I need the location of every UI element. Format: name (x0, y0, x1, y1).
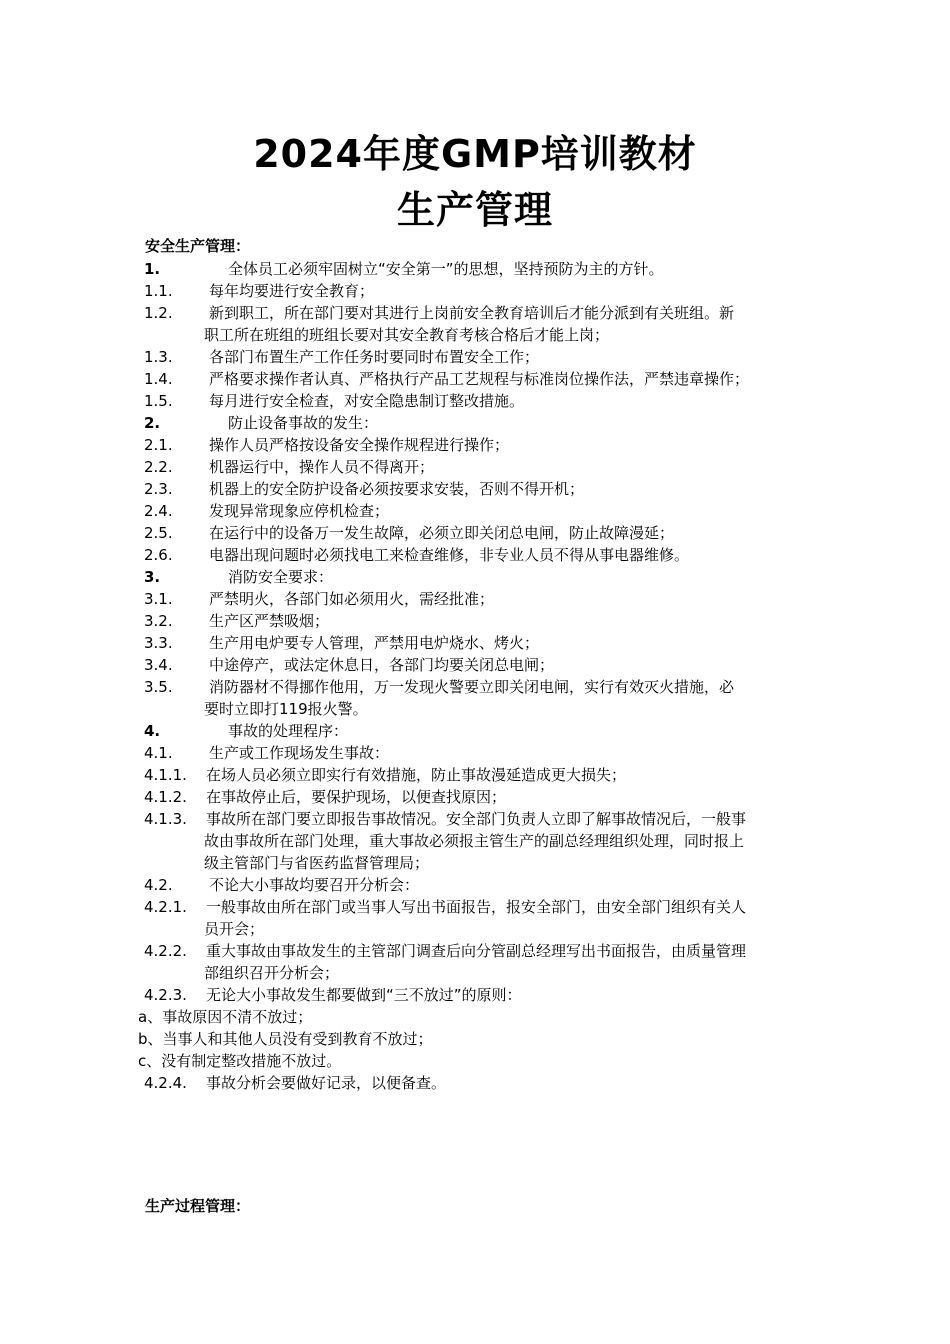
list-item (138, 346, 810, 368)
list-item-text: 各部门布置生产工作任务时要同时布置安全工作； (209, 348, 540, 366)
list-item (138, 896, 810, 918)
list-item-number: 4.1.3. (144, 810, 187, 828)
list-item (138, 456, 810, 478)
list-item (138, 478, 810, 500)
list-item-text: 生产用电炉要专人管理，严禁用电炉烧水、烤火； (209, 634, 540, 652)
list-item (138, 500, 810, 522)
list-item-text: 一般事故由所在部门或当事人写出书面报告，报安全部门，由安全部门组织有关人 (206, 898, 747, 916)
list-item-number: 4.1.1. (144, 766, 187, 784)
list-item-number: 4.1.2. (144, 788, 187, 806)
list-item-continuation: 故由事故所在部门处理，重大事故必须报主管生产的副总经理组织处理，同时报上 (204, 832, 745, 850)
list-item (138, 676, 810, 698)
list-item-number: 1.1. (144, 282, 173, 300)
list-item-text: a、事故原因不清不放过； (138, 1008, 313, 1026)
list-item-continuation: 职工所在班组的班组长要对其安全教育考核合格后才能上岗； (204, 326, 610, 344)
list-item-text: 严禁明火，各部门如必须用火，需经批准； (209, 590, 495, 608)
list-item (138, 434, 810, 456)
list-item-continuation: 要时立即打119报火警。 (204, 700, 368, 718)
list-item (138, 1050, 810, 1072)
list-item-text: 全体员工必须牢固树立“安全第一”的思想，坚持预防为主的方针。 (228, 260, 664, 278)
list-item-number: 1. (144, 260, 161, 278)
list-item (138, 874, 810, 896)
list-item-text: 机器上的安全防护设备必须按要求安装，否则不得开机； (209, 480, 585, 498)
section-heading-safety: 安全生产管理： (145, 237, 251, 255)
list-item (138, 632, 810, 654)
list-item (138, 258, 810, 280)
list-item-text: 在事故停止后，要保护现场，以便查找原因； (206, 788, 507, 806)
list-item-text: 消防安全要求： (228, 568, 334, 586)
list-item-number: 3.1. (144, 590, 173, 608)
list-item-number: 4.2.3. (144, 986, 187, 1004)
list-item-text: 事故所在部门要立即报告事故情况。安全部门负责人立即了解事故情况后，一般事 (206, 810, 747, 828)
list-item-number: 4. (144, 722, 161, 740)
list-item-number: 4.2.1. (144, 898, 187, 916)
list-item-number: 1.2. (144, 304, 173, 322)
list-item-number: 3. (144, 568, 161, 586)
list-item (138, 1028, 810, 1050)
list-item-number: 2.6. (144, 546, 173, 564)
list-item (138, 412, 810, 434)
list-item-text: 重大事故由事故发生的主管部门调查后向分管副总经理写出书面报告，由质量管理 (206, 942, 747, 960)
list-item-text: 事故的处理程序： (228, 722, 349, 740)
list-item-text: 新到职工，所在部门要对其进行上岗前安全教育培训后才能分派到有关班组。新 (209, 304, 735, 322)
list-item-text: 中途停产，或法定休息日，各部门均要关闭总电闸； (209, 656, 555, 674)
list-item-text: 在运行中的设备万一发生故障，必须立即关闭总电闸，防止故障漫延； (209, 524, 675, 542)
document-subtitle: 生产管理 (396, 188, 553, 232)
list-item-text: 防止设备事故的发生： (228, 414, 379, 432)
list-item-number: 2.1. (144, 436, 173, 454)
list-item-continuation: 员开会； (204, 920, 265, 938)
list-item (138, 1006, 810, 1028)
list-item-text: 操作人员严格按设备安全操作规程进行操作； (209, 436, 510, 454)
list-item (138, 654, 810, 676)
list-item-text: 无论大小事故发生都要做到“三不放过”的原则： (206, 986, 522, 1004)
list-item (138, 390, 810, 412)
list-item-number: 3.5. (144, 678, 173, 696)
list-item (138, 566, 810, 588)
list-item-number: 4.2.2. (144, 942, 187, 960)
list-item-number: 2.5. (144, 524, 173, 542)
list-item-text: 机器运行中，操作人员不得离开； (209, 458, 435, 476)
list-item-number: 4.1. (144, 744, 173, 762)
list-item-continuation: 部组织召开分析会； (204, 964, 340, 982)
list-item-number: 1.5. (144, 392, 173, 410)
list-item-text: 事故分析会要做好记录，以便备查。 (206, 1074, 447, 1092)
list-item-number: 2. (144, 414, 161, 432)
list-item-number: 2.4. (144, 502, 173, 520)
list-item-number: 2.3. (144, 480, 173, 498)
list-item-text: 生产区严禁吸烟； (209, 612, 330, 630)
list-item-text: 发现异常现象应停机检查； (209, 502, 390, 520)
list-item-number: 2.2. (144, 458, 173, 476)
list-item-continuation: 级主管部门与省医药监督管理局； (204, 854, 430, 872)
section-heading-process: 生产过程管理： (145, 1197, 251, 1215)
list-item (138, 280, 810, 302)
list-item (138, 720, 810, 742)
list-item (138, 302, 810, 324)
list-item-text: 每年均要进行安全教育； (209, 282, 375, 300)
list-item-number: 4.2. (144, 876, 173, 894)
list-item-text: 不论大小事故均要召开分析会： (209, 876, 420, 894)
list-item (138, 808, 810, 830)
safety-rules-list (138, 258, 810, 1094)
list-item (138, 610, 810, 632)
list-item (138, 1072, 810, 1094)
list-item-number: 1.4. (144, 370, 173, 388)
list-item (138, 588, 810, 610)
list-item (138, 786, 810, 808)
list-item-number: 3.4. (144, 656, 173, 674)
list-item-text: 生产或工作现场发生事故： (209, 744, 390, 762)
list-item-text: 消防器材不得挪作他用，万一发现火警要立即关闭电闸，实行有效灭火措施，必 (209, 678, 735, 696)
list-item-text: 在场人员必须立即实行有效措施，防止事故漫延造成更大损失； (206, 766, 627, 784)
list-item (138, 544, 810, 566)
list-item (138, 742, 810, 764)
list-item (138, 764, 810, 786)
list-item (138, 368, 810, 390)
list-item-text: 电器出现问题时必须找电工来检查维修，非专业人员不得从事电器维修。 (209, 546, 690, 564)
list-item-number: 3.2. (144, 612, 173, 630)
list-item-text: c、没有制定整改措施不放过。 (138, 1052, 342, 1070)
list-item-number: 1.3. (144, 348, 173, 366)
list-item (138, 522, 810, 544)
list-item (138, 940, 810, 962)
list-item-text: 严格要求操作者认真、严格执行产品工艺规程与标准岗位操作法，严禁违章操作； (209, 370, 750, 388)
list-item-text: 每月进行安全检查，对安全隐患制订整改措施。 (209, 392, 525, 410)
list-item-number: 3.3. (144, 634, 173, 652)
document-title: 2024年度GMP培训教材 (253, 132, 697, 176)
list-item-text: b、当事人和其他人员没有受到教育不放过； (138, 1030, 433, 1048)
list-item (138, 984, 810, 1006)
list-item-number: 4.2.4. (144, 1074, 187, 1092)
